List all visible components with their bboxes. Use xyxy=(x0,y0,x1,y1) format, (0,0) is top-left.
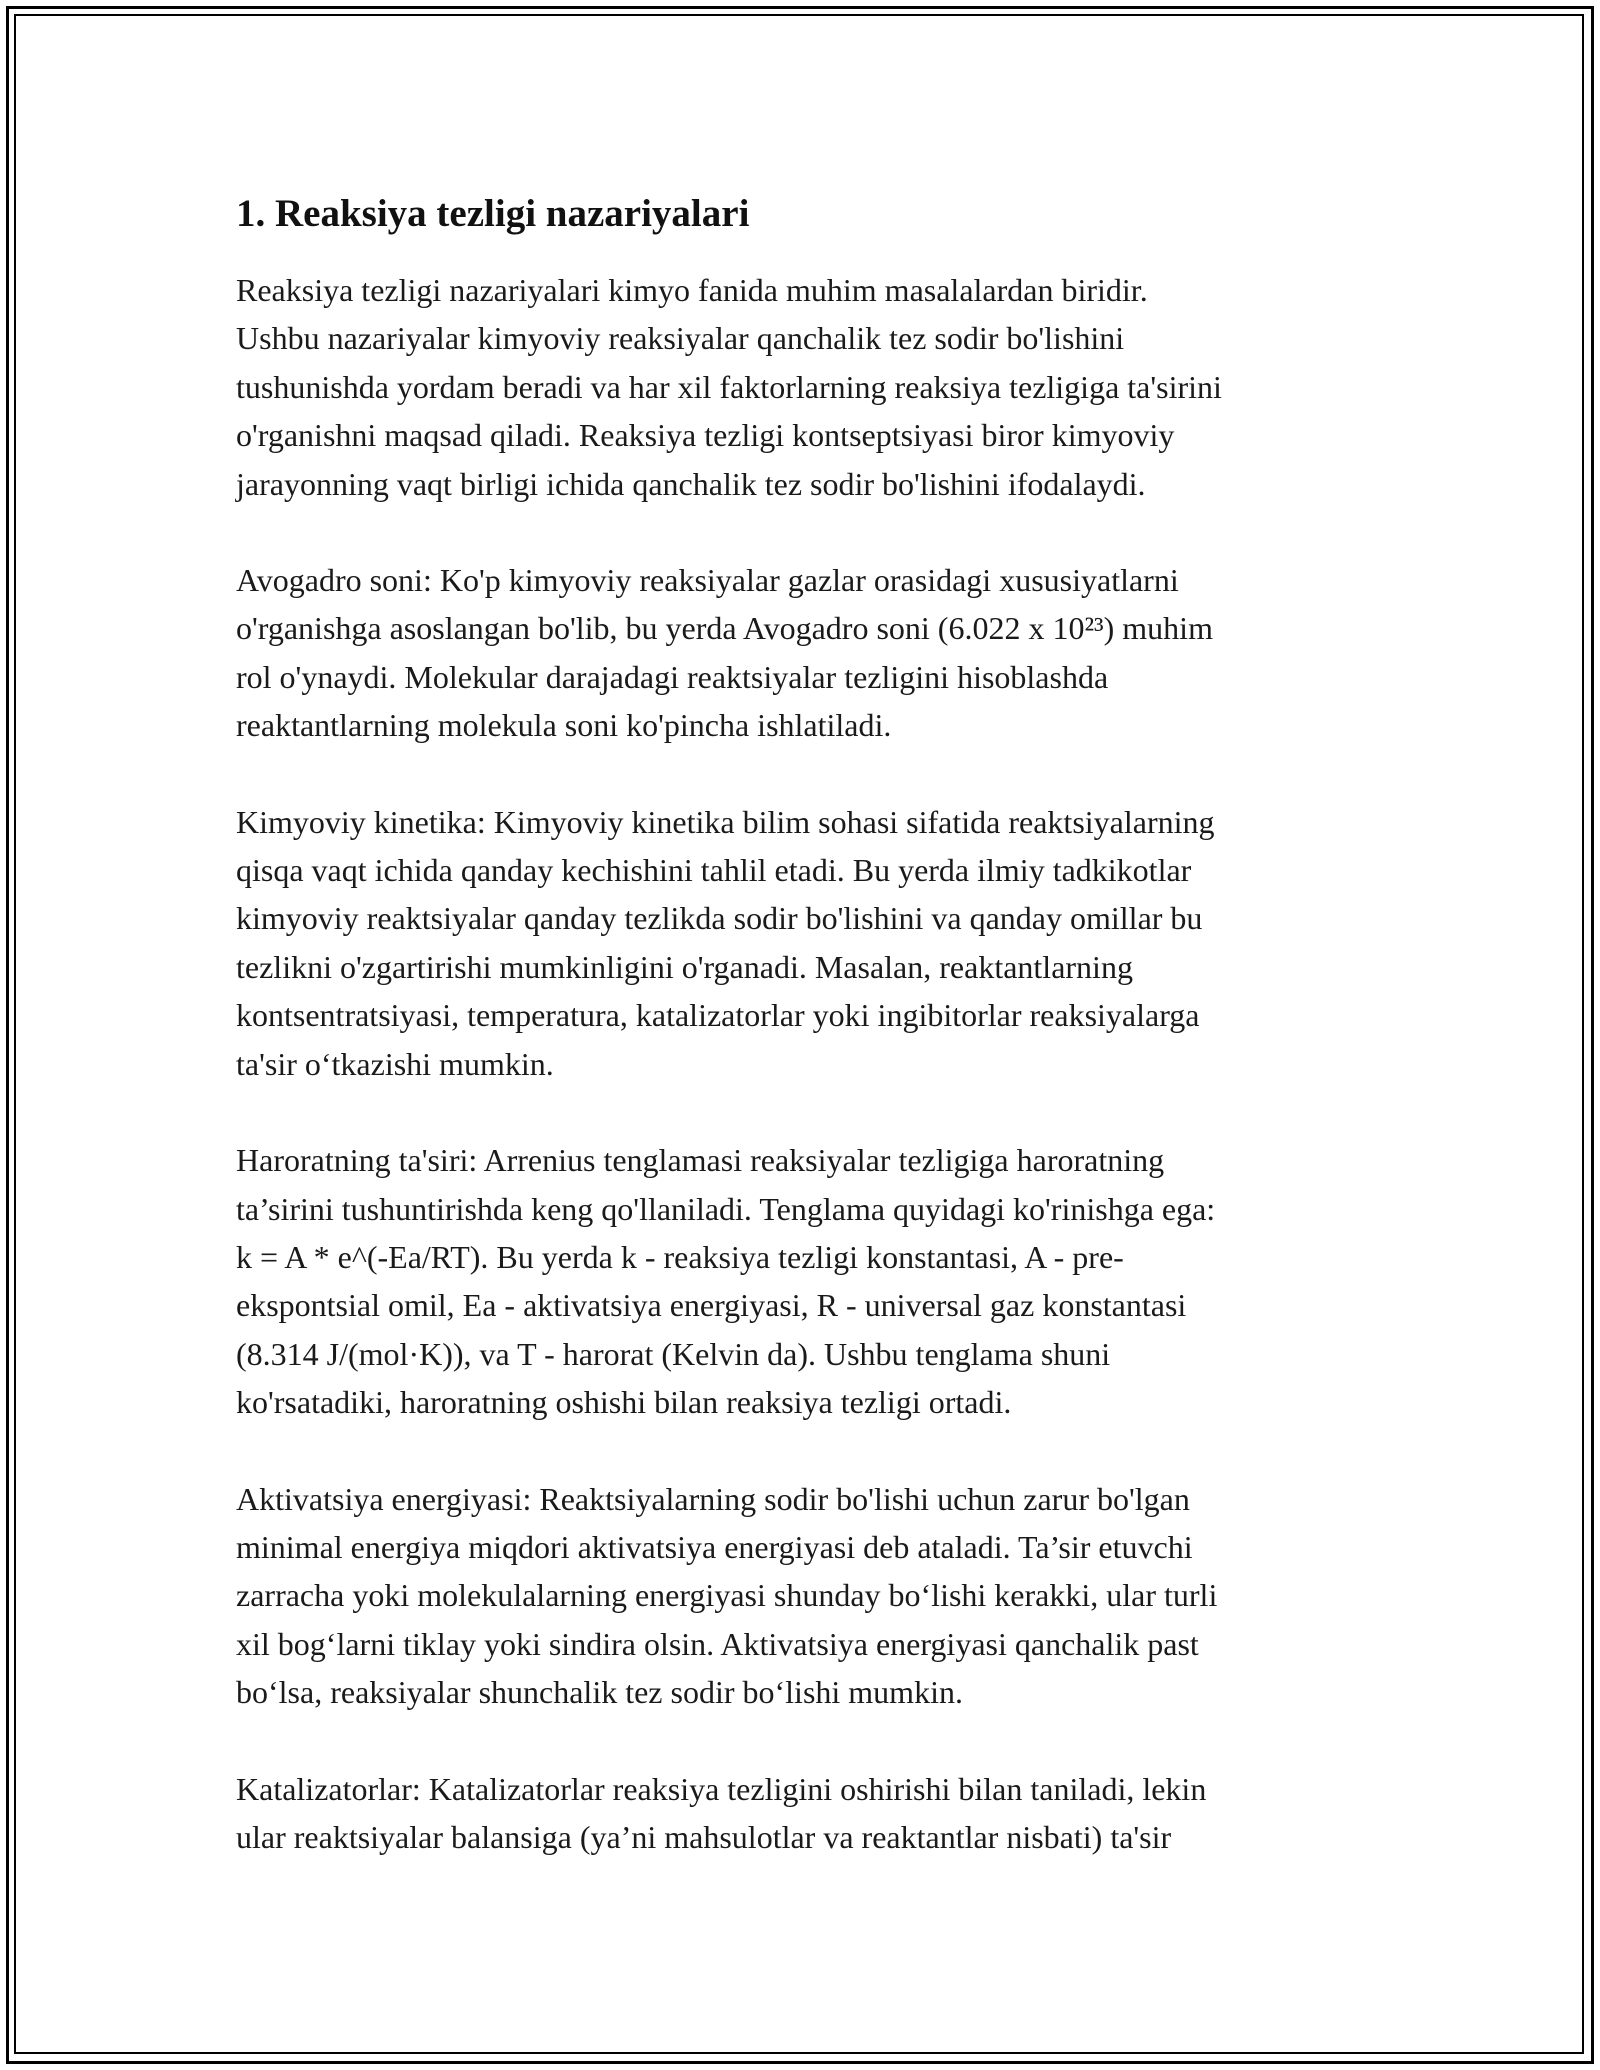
text-line: tushunishda yordam beradi va har xil faktorlarning reaksiya tezligiga ta'sirini xyxy=(236,368,1222,405)
text-line: bo‘lsa, reaksiyalar shunchalik tez sodir bo‘lishi mumkin. xyxy=(236,1674,963,1711)
text-line: (8.314 J/(mol·K)), va T - harorat (Kelvin da). Ushbu tenglama shuni xyxy=(236,1335,1111,1372)
text-line: ko'rsatadiki, haroratning oshishi bilan reaksiya tezligi ortadi. xyxy=(236,1384,1012,1421)
text-line: ta'sir o‘tkazishi mumkin. xyxy=(236,1045,554,1082)
paragraph-activation-energy xyxy=(236,1475,1396,1717)
text-line: rol o'ynaydi. Molekular darajadagi reaktsiyalar tezligini hisoblashda xyxy=(236,658,1109,695)
section-heading: 1. Reaksiya tezligi nazariyalari xyxy=(236,192,750,235)
text-line: reaktantlarning molekula soni ko'pincha ishlatiladi. xyxy=(236,707,892,744)
text-line: ta’sirini tushuntirishda keng qo'llaniladi. Tenglama quyidagi ko'rinishga ega: xyxy=(236,1190,1216,1227)
text-line: Kimyoviy kinetika: Kimyoviy kinetika bilim sohasi sifatida reaktsiyalarning xyxy=(236,803,1215,840)
text-line: o'rganishni maqsad qiladi. Reaksiya tezligi kontseptsiyasi biror kimyoviy xyxy=(236,417,1175,454)
paragraph-catalysts xyxy=(236,1765,1396,1862)
text-line: ular reaktsiyalar balansiga (ya’ni mahsulotlar va reaktantlar nisbati) ta'sir xyxy=(236,1818,1172,1855)
text-line: Katalizatorlar: Katalizatorlar reaksiya tezligini oshirishi bilan taniladi, lekin xyxy=(236,1770,1207,1807)
paragraph-temperature xyxy=(236,1136,1396,1426)
text-line: tezlikni o'zgartirishi mumkinligini o'rganadi. Masalan, reaktantlarning xyxy=(236,948,1133,985)
text-line: Haroratning ta'siri: Arrenius tenglamasi reaksiyalar tezligiga haroratning xyxy=(236,1142,1165,1179)
text-line: o'rganishga asoslangan bo'lib, bu yerda Avogadro soni (6.022 x 10²³) muhim xyxy=(236,610,1213,647)
text-line: Ushbu nazariyalar kimyoviy reaksiyalar qanchalik tez sodir bo'lishini xyxy=(236,320,1125,357)
text-line: jarayonning vaqt birligi ichida qanchalik tez sodir bo'lishini ifodalaydi. xyxy=(236,465,1146,502)
text-line: kimyoviy reaktsiyalar qanday tezlikda sodir bo'lishini va qanday omillar bu xyxy=(236,900,1203,937)
paragraph-kinetics xyxy=(236,798,1396,1088)
paragraph-avogadro xyxy=(236,556,1396,750)
text-line: qisqa vaqt ichida qanday kechishini tahlil etadi. Bu yerda ilmiy tadkikotlar xyxy=(236,852,1192,889)
document-body xyxy=(236,184,1396,1909)
text-line: Reaksiya tezligi nazariyalari kimyo fanida muhim masalalardan biridir. xyxy=(236,272,1148,308)
text-line: xil bog‘larni tiklay yoki sindira olsin. Aktivatsiya energiyasi qanchalik past xyxy=(236,1625,1199,1662)
text-line: kontsentratsiyasi, temperatura, katalizatorlar yoki ingibitorlar reaksiyalarga xyxy=(236,997,1200,1034)
paragraph-intro xyxy=(236,266,1396,508)
text-line: Avogadro soni: Ko'p kimyoviy reaksiyalar gazlar orasidagi xususiyatlarni xyxy=(236,562,1179,599)
text-line: zarracha yoki molekulalarning energiyasi shunday bo‘lishi kerakki, ular turli xyxy=(236,1577,1218,1614)
text-line: ekspontsial omil, Ea - aktivatsiya energiyasi, R - universal gaz konstantasi xyxy=(236,1287,1187,1324)
text-line: Aktivatsiya energiyasi: Reaktsiyalarning sodir bo'lishi uchun zarur bo'lgan xyxy=(236,1480,1190,1517)
text-line: minimal energiya miqdori aktivatsiya energiyasi deb ataladi. Ta’sir etuvchi xyxy=(236,1528,1193,1565)
text-line: k = A * e^(-Ea/RT). Bu yerda k - reaksiya tezligi konstantasi, A - pre- xyxy=(236,1238,1124,1275)
